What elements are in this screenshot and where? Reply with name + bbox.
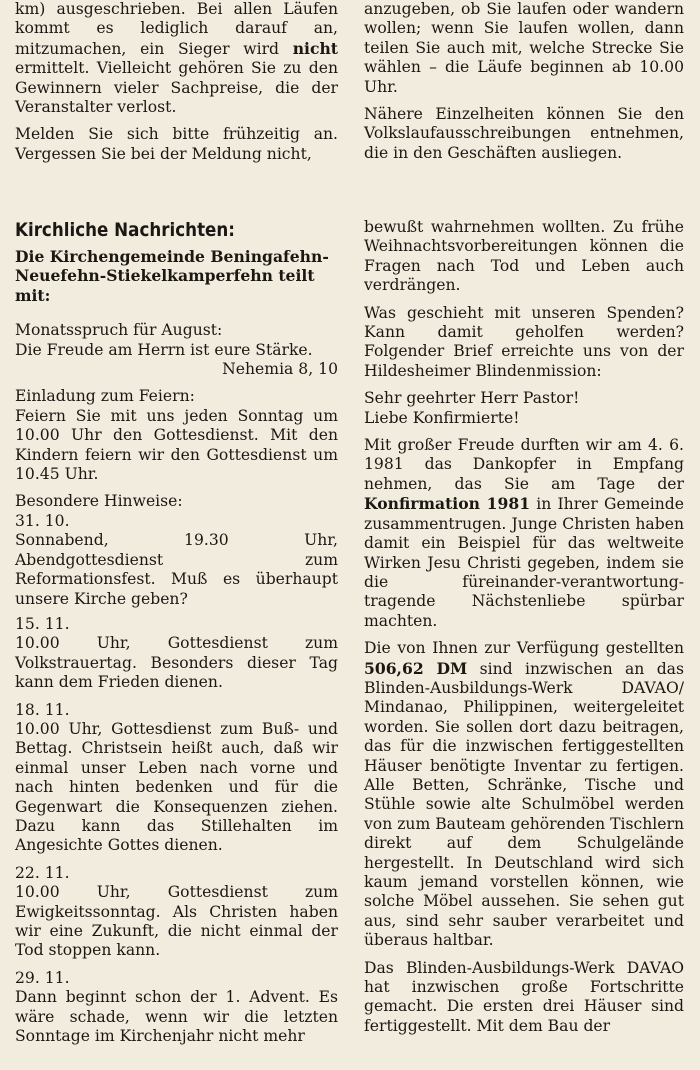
advent-paragraph: bewußt wahrnehmen wollten. Zu frühe Weihnachtsvorbereitungen können die Fragen nach Tod und Leben auch verdrängen. bbox=[364, 218, 684, 295]
entry-date: 22. 11. bbox=[15, 863, 70, 882]
monatsspruch-block bbox=[15, 321, 338, 379]
hinweise-label: Besondere Hinweise: bbox=[15, 492, 183, 511]
race-info-bold: nicht bbox=[292, 38, 338, 58]
entry-date: 18. 11. bbox=[15, 700, 70, 719]
letter-paragraph-progress: Das Blinden-Ausbildungs-Werk DAVAO hat inzwischen große Fortschritte gemacht. Die ersten drei Häuser sind fertiggestellt. Mit dem Bau der bbox=[364, 958, 684, 1035]
entry-text: 10.00 Uhr, Gottesdienst zum Volkstrauertag. Besonders dieser Tag kann dem Frieden dienen. bbox=[15, 634, 338, 692]
amount-bold: 506,62 DM bbox=[364, 658, 468, 678]
monatsspruch-text: Die Freude am Herrn ist eure Stärke. bbox=[15, 340, 313, 359]
monatsspruch-reference: Nehemia 8, 10 bbox=[222, 360, 338, 379]
entry-date: 31. 10. bbox=[15, 511, 70, 530]
church-news-left-column bbox=[15, 218, 338, 1054]
race-options-paragraph: anzugeben, ob Sie laufen oder wandern wollen; wenn Sie laufen wollen, dann teilen Sie auch mit, welche Strecke Sie wählen – die Läufe beginnen ab 10.00 Uhr. bbox=[364, 0, 684, 96]
entry-date: 29. 11. bbox=[15, 968, 70, 987]
einladung-label: Einladung zum Feiern: bbox=[15, 387, 195, 406]
date-entry bbox=[15, 615, 338, 693]
section-title: Kirchliche Nachrichten: bbox=[15, 219, 235, 241]
amount-text: Die von Ihnen zur Verfügung gestellten bbox=[364, 639, 684, 658]
thanks-bold: Konfirmation 1981 bbox=[364, 494, 531, 514]
date-entry bbox=[15, 969, 338, 1047]
einladung-block bbox=[15, 387, 338, 484]
race-info-paragraph bbox=[15, 0, 338, 117]
amount-text-end: sind inzwischen an das Blinden-Ausbildungs-Werk DAVAO/ Mindanao, Philippinen, weitergeleitet worden. Sie sollen dort dazu beitragen, das für die inzwischen fertiggestellten Häuser benötigte Inventar zu fertigen. Alle Betten, Schränke, Tische und Stühle sowie alte Schulmöbel werden von zum Bauteam gehörenden Tischlern direkt auf dem Schulgelände hergestellt. In Deutschland wird sich kaum jemand vorstellen können, wie solche Möbel aussehen. Sie sehen gut aus, sind sehr sauber verarbeitet und überaus haltbar. bbox=[364, 659, 684, 950]
section-subhead: Die Kirchengemeinde Beningafehn-Neuefehn-Stiekelkamperfehn teilt mit: bbox=[15, 247, 329, 305]
top-left-column bbox=[15, 0, 338, 172]
thanks-text: Mit großer Freude durften wir am 4. 6. 1981 das Dankopfer in Empfang nehmen, das Sie am Tage der bbox=[364, 436, 684, 493]
letter-greeting bbox=[364, 389, 684, 428]
einladung-text: Feiern Sie mit uns jeden Sonntag um 10.00 Uhr den Gottesdienst. Mit den Kindern feiern wir den Gottesdienst um 10.45 Uhr. bbox=[15, 406, 338, 484]
thanks-text-end: in Ihrer Gemeinde zusammentrugen. Junge Christen haben damit ein Beispiel für das weltweite Wirken Jesu Christi gegeben, indem sie die füreinander-verantwortung-tragende Nächstenliebe spürbar machten. bbox=[364, 495, 684, 630]
letter-paragraph-amount bbox=[364, 639, 684, 951]
greeting-pastor: Sehr geehrter Herr Pastor! bbox=[364, 389, 580, 408]
entry-text: Dann beginnt schon der 1. Advent. Es wäre schade, wenn wir die letzten Sonntage im Kirchenjahr nicht mehr bbox=[15, 988, 338, 1046]
letter-paragraph-thanks bbox=[364, 436, 684, 631]
entry-text: Sonnabend, 19.30 Uhr, Abendgottesdienst zum Reformationsfest. Muß es überhaupt unsere Kirche geben? bbox=[15, 531, 338, 608]
church-news-right-column bbox=[364, 218, 684, 1044]
race-info-text: km) ausgeschrieben. Bei allen Läufen kommt es lediglich darauf an, mitzumachen, ein Sieger wird bbox=[15, 0, 338, 58]
monatsspruch-label: Monatsspruch für August: bbox=[15, 321, 223, 340]
date-entry bbox=[15, 492, 338, 608]
donation-question-paragraph: Was geschieht mit unseren Spenden? Kann damit geholfen werden? Folgender Brief erreichte uns von der Hildesheimer Blindenmission: bbox=[364, 303, 684, 380]
register-paragraph: Melden Sie sich bitte frühzeitig an. Vergessen Sie bei der Meldung nicht, bbox=[15, 125, 338, 163]
top-right-column bbox=[364, 0, 684, 171]
entry-text: 10.00 Uhr, Gottesdienst zum Ewigkeitssonntag. Als Christen haben wir eine Zukunft, die nicht einmal der Tod stoppen kann. bbox=[15, 883, 338, 960]
date-entry bbox=[15, 864, 338, 961]
greeting-confirmands: Liebe Konfirmierte! bbox=[364, 408, 520, 427]
date-entry bbox=[15, 701, 338, 856]
race-info-text-end: ermittelt. Vielleicht gehören Sie zu den Gewinnern vieler Sachpreise, die der Veranstalter verlost. bbox=[15, 59, 338, 117]
details-paragraph: Nähere Einzelheiten können Sie den Volkslaufausschreibungen entnehmen, die in den Geschäften ausliegen. bbox=[364, 105, 684, 162]
entry-text: 10.00 Uhr, Gottesdienst zum Buß- und Bettag. Christsein heißt auch, daß wir einmal unser Leben nach vorne und nach hinten bedenken und für die Gegenwart die Konsequenzen ziehen. Dazu kann das Stillehalten im Angesichte Gottes dienen. bbox=[15, 719, 338, 855]
entry-date: 15. 11. bbox=[15, 614, 70, 633]
